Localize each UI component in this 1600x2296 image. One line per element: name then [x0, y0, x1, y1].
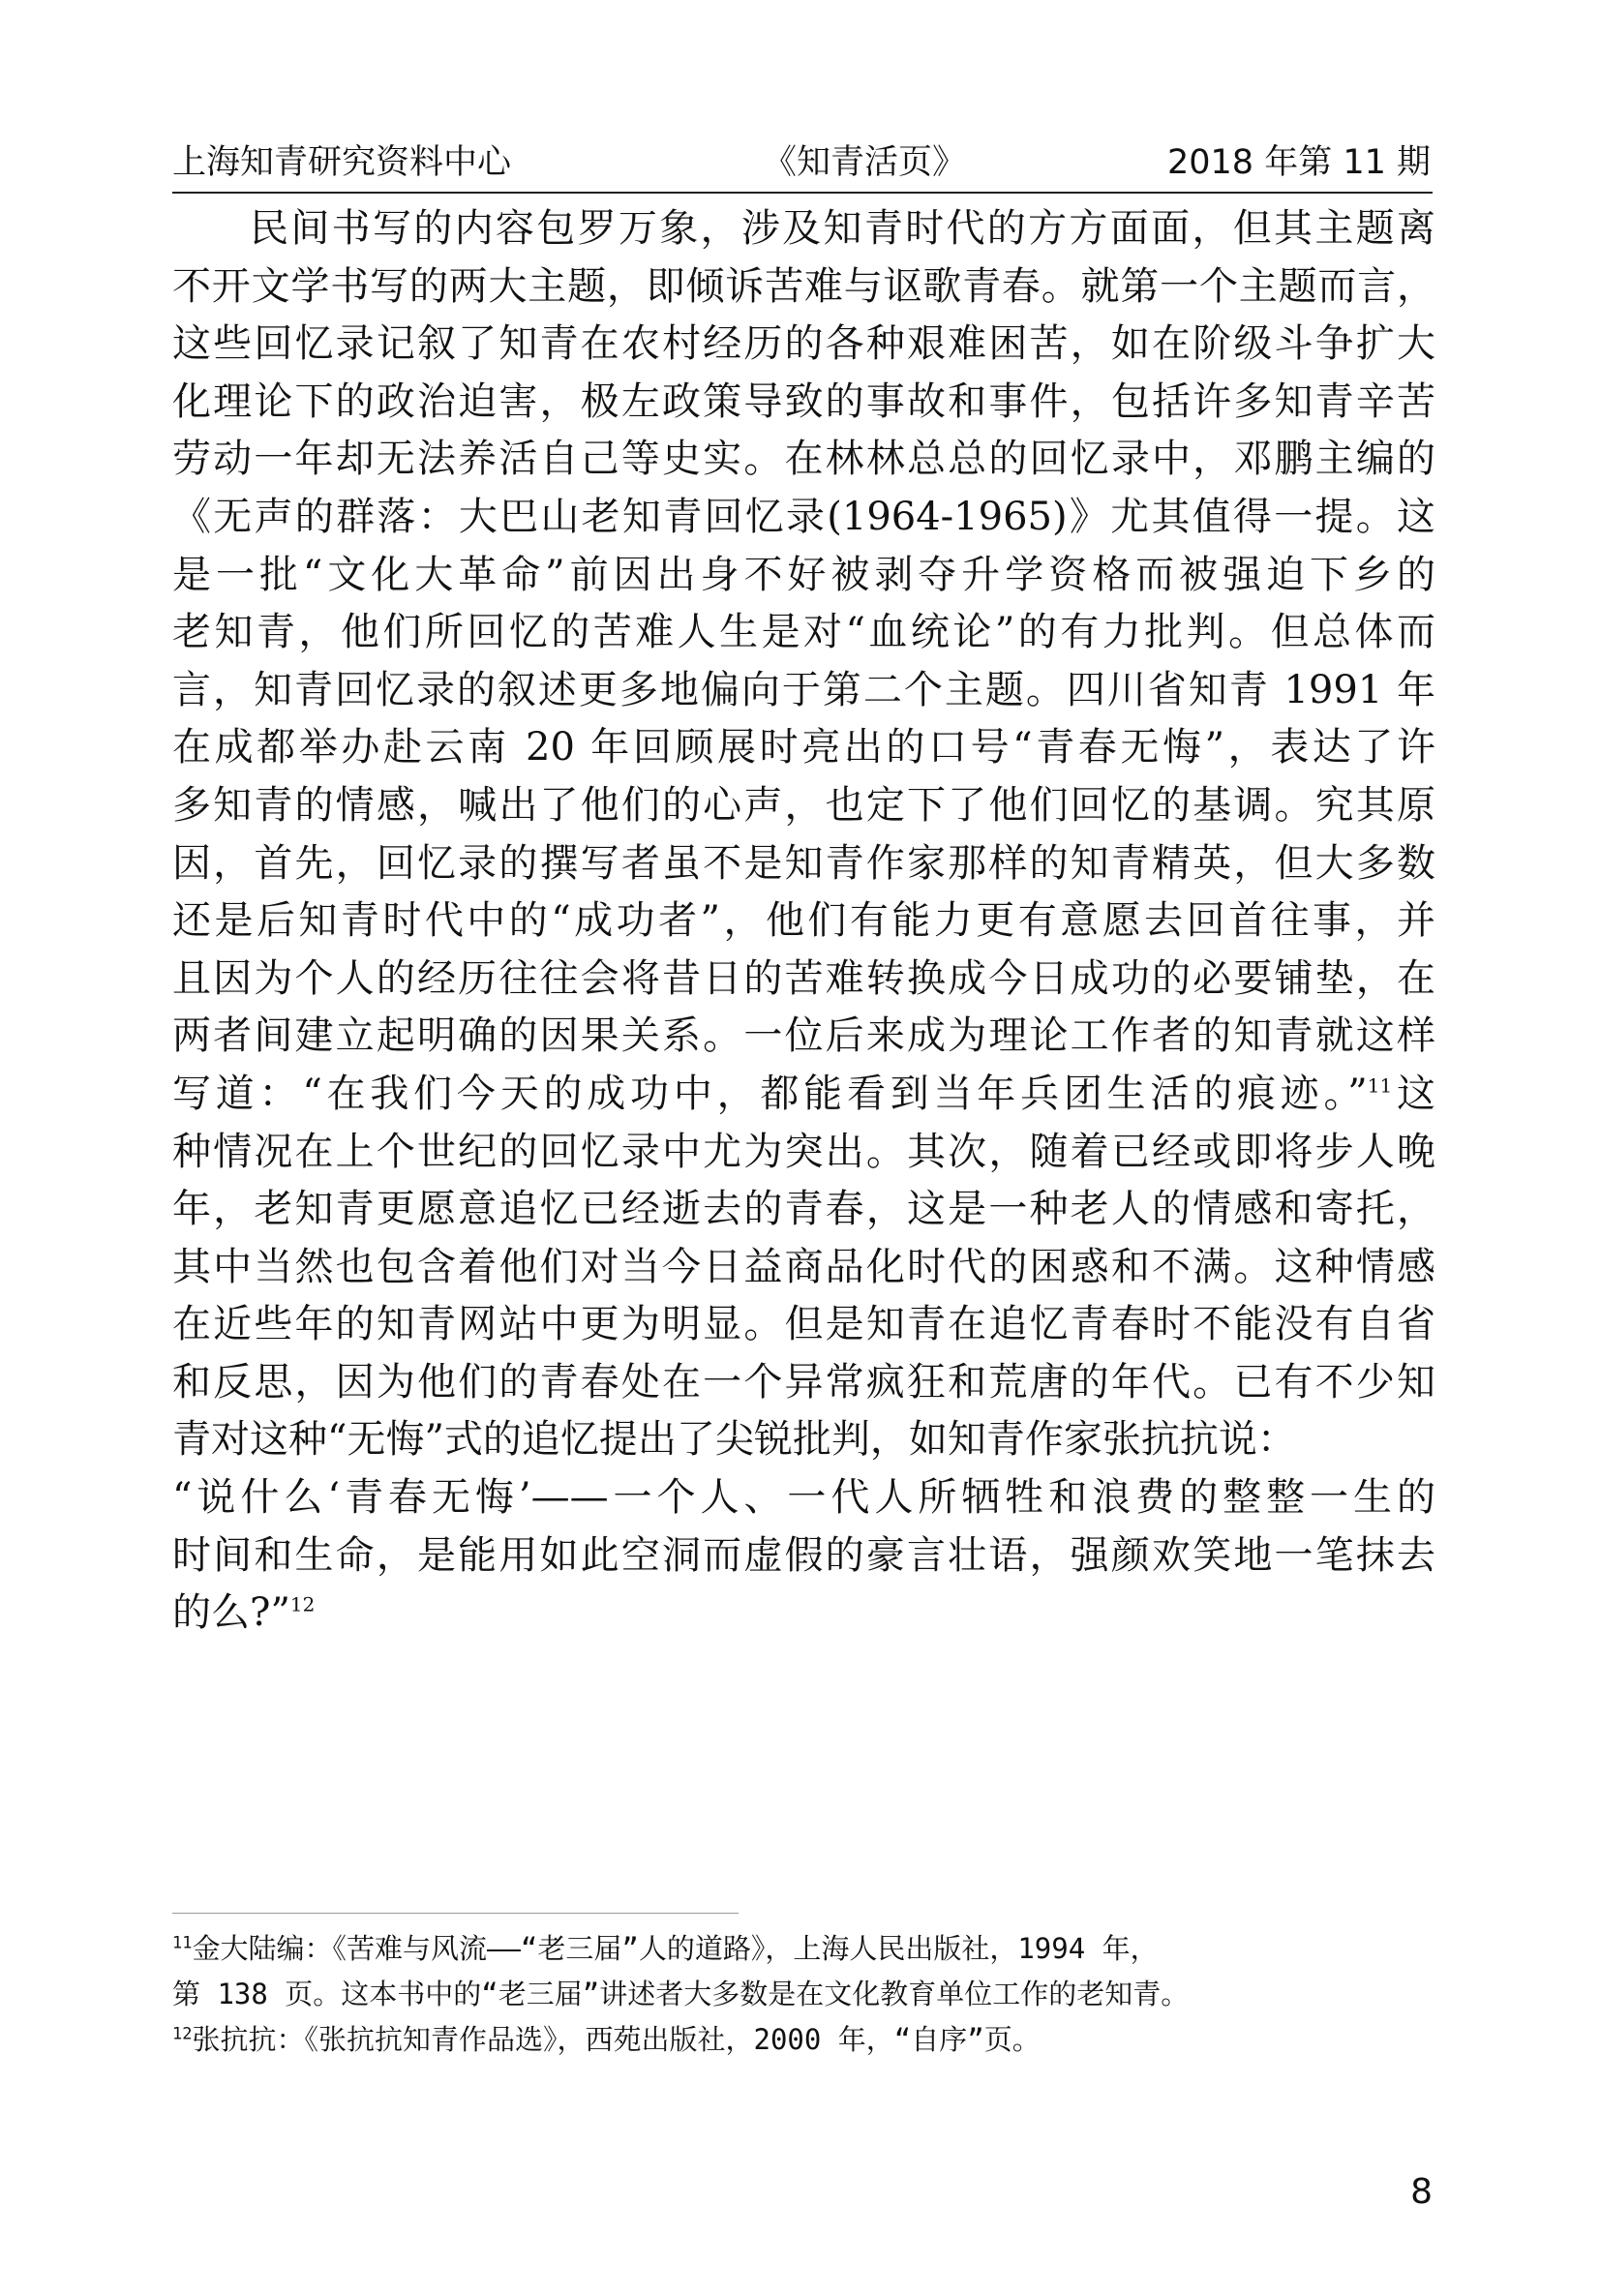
footnote-reference-12[interactable]: 12	[289, 1592, 316, 1616]
footnote-text: 张抗抗：《张抗抗知青作品选》，西苑出版社，2000 年，“自序”页。	[192, 2023, 1041, 2056]
text-line: “说什么‘青春无悔’——一个人、一代人所牺牲和浪费的整整一生的	[172, 1475, 1435, 1521]
text-line: 种情况在上个世纪的回忆录中尤为突出。其次，随着已经或即将步人晚	[172, 1129, 1435, 1174]
header-organization: 上海知青研究资料中心	[172, 143, 512, 182]
running-header	[172, 136, 1431, 190]
footnote-mark-12: 12	[172, 2024, 193, 2044]
footnote-11-continuation: 第 138 页。这本书中的“老三届”讲述者大多数是在文化教育单位工作的老知青。	[172, 1978, 1190, 2010]
footnotes	[172, 1926, 1435, 2063]
text-line: 劳动一年却无法养活自己等史实。在林林总总的回忆录中，邓鹏主编的	[172, 437, 1435, 482]
footnote-mark-11: 11	[172, 1933, 193, 1953]
line-text-tail: 这	[1392, 1071, 1435, 1116]
text-line: 时间和生命，是能用如此空洞而虚假的豪言壮语，强颜欢笑地一笔抹去	[172, 1532, 1435, 1578]
text-line: 年，老知青更愿意追忆已经逝去的青春，这是一种老人的情感和寄托，	[172, 1187, 1435, 1232]
text-line: 不开文学书写的两大主题，即倾诉苦难与讴歌青春。就第一个主题而言，	[172, 263, 1435, 309]
footnote-text: 金大陆编：《苦难与风流——“老三届”人的道路》，上海人民出版社，1994 年，	[192, 1932, 1159, 1965]
text-line: 青对这种“无悔”式的追忆提出了尖锐批判，如知青作家张抗抗说：	[172, 1417, 1296, 1463]
line-text: 的么?”	[172, 1590, 290, 1636]
text-line: 且因为个人的经历往往会将昔日的苦难转换成今日成功的必要铺垫，在	[172, 955, 1435, 1001]
text-line: 这些回忆录记叙了知青在农村经历的各种艰难困苦，如在阶级斗争扩大	[172, 321, 1435, 367]
footnote-11	[172, 1926, 1435, 1972]
text-line: 民间书写的内容包罗万象，涉及知青时代的方方面面，但其主题离	[250, 206, 1435, 251]
text-line: 在成都举办赴云南 20 年回顾展时亮出的口号“青春无悔”，表达了许	[172, 725, 1435, 770]
text-line: 老知青，他们所回忆的苦难人生是对“血统论”的有力批判。但总体而	[172, 610, 1435, 655]
text-line-with-footnote-ref	[172, 1585, 1435, 1643]
text-line: 和反思，因为他们的青春处在一个异常疯狂和荒唐的年代。已有不少知	[172, 1359, 1435, 1405]
text-line: 言，知青回忆录的叙述更多地偏向于第二个主题。四川省知青 1991 年	[172, 667, 1435, 712]
text-line: 在近些年的知青网站中更为明显。但是知青在追忆青春时不能没有自省	[172, 1302, 1435, 1347]
line-text: 写道：“在我们今天的成功中，都能看到当年兵团生活的痕迹。”	[172, 1071, 1368, 1116]
text-line: 是一批“文化大革命”前因出身不好被剥夺升学资格而被强迫下乡的	[172, 552, 1435, 597]
text-line: 《无声的群落：大巴山老知青回忆录(1964-1965)》尤其值得一提。这	[172, 494, 1435, 539]
text-line-with-footnote-ref	[172, 1066, 1435, 1124]
text-line: 两者间建立起明确的因果关系。一位后来成为理论工作者的知青就这样	[172, 1013, 1435, 1059]
footnote-12	[172, 2017, 1435, 2063]
page-number: 8	[1410, 2172, 1433, 2212]
text-line: 还是后知青时代中的“成功者”，他们有能力更有意愿去回首往事，并	[172, 898, 1435, 944]
header-issue: 2018 年第 11 期	[1167, 143, 1431, 182]
footnote-reference-11[interactable]: 11	[1367, 1073, 1393, 1098]
body-paragraph	[172, 200, 1435, 1643]
footnote-separator	[172, 1913, 739, 1914]
text-line: 其中当然也包含着他们对当今日益商品化时代的困惑和不满。这种情感	[172, 1244, 1435, 1289]
header-rule	[172, 192, 1433, 194]
text-line: 多知青的情感，喊出了他们的心声，也定下了他们回忆的基调。究其原	[172, 782, 1435, 828]
text-line: 因，首先，回忆录的撰写者虽不是知青作家那样的知青精英，但大多数	[172, 840, 1435, 886]
header-publication-title: 《知青活页》	[763, 143, 967, 182]
text-line: 化理论下的政治迫害，极左政策导致的事故和事件，包括许多知青辛苦	[172, 378, 1435, 424]
